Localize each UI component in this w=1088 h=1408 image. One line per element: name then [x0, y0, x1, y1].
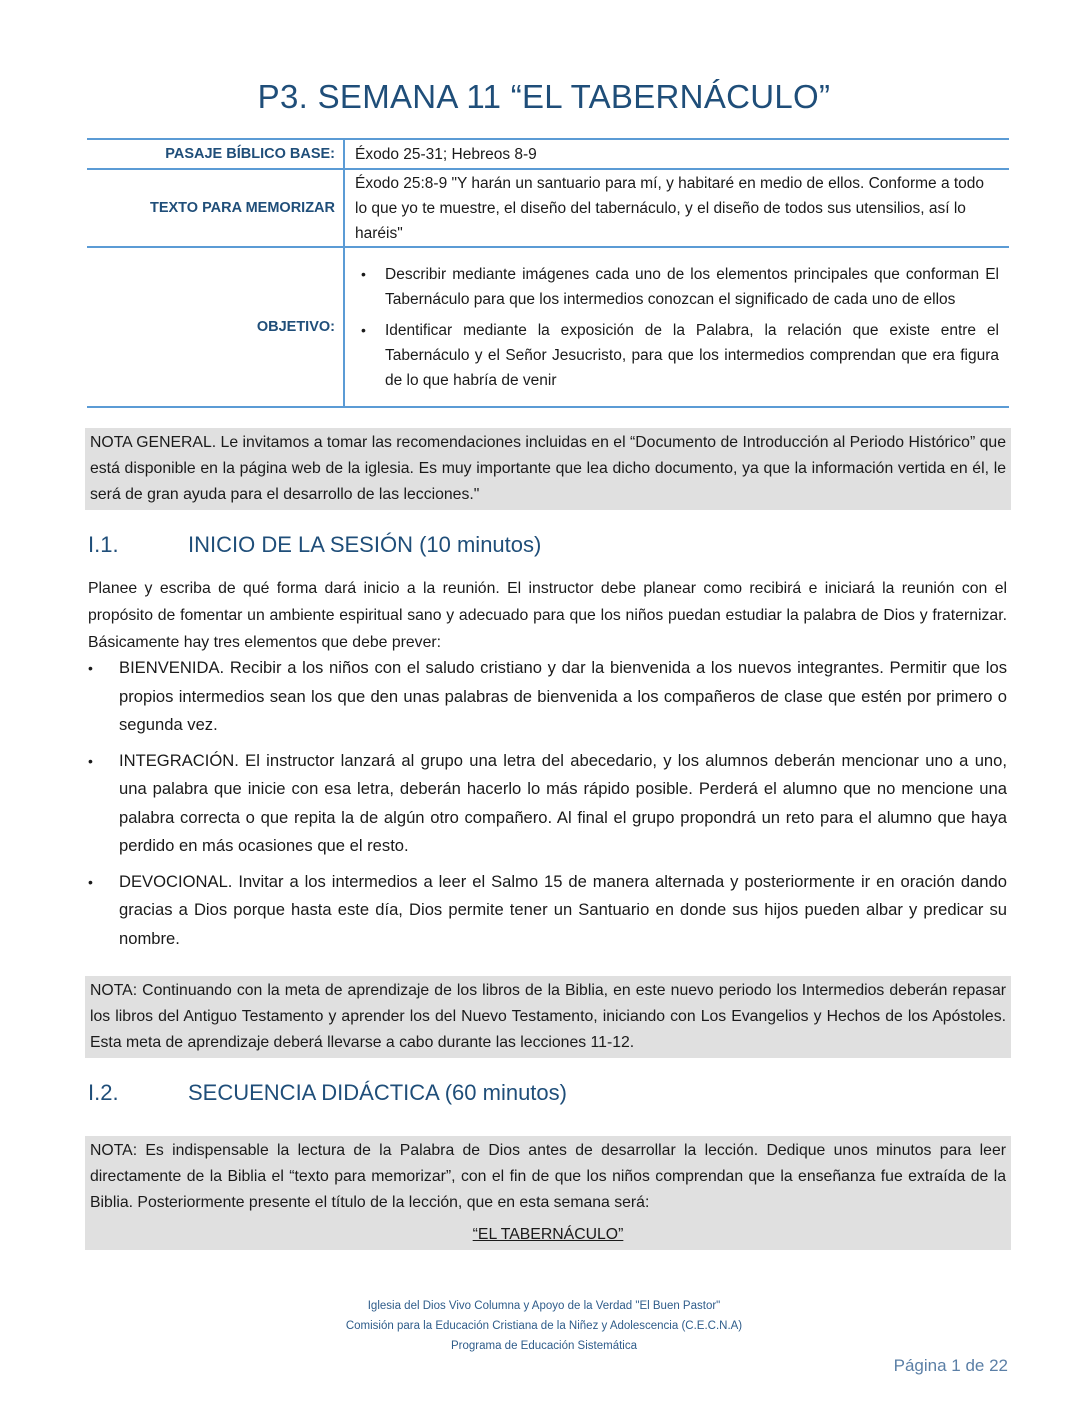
section-title: INICIO DE LA SESIÓN (10 minutos) [188, 532, 542, 557]
page-title: P3. SEMANA 11 “EL TABERNÁCULO” [257, 78, 831, 115]
texto-value: Éxodo 25:8-9 "Y harán un santuario para mí, y habitaré en medio de ellos. Conforme a todo lo que yo te muestre, el diseño del tabernáculo, y el diseño de todos sus utensilios, así lo haréis" [355, 174, 985, 242]
session-elements-list [88, 654, 1007, 960]
section-number: I.1. [88, 532, 119, 557]
nota-libros-biblia: NOTA: Continuando con la meta de aprendizaje de los libros de la Biblia, en este nuevo periodo los Intermedios deberán repasar los libros del Antiguo Testamento y aprender los del Nuevo Testamento, iniciando con Los Evangelios y Hechos de los Apóstoles. Esta meta de aprendizaje deberá llevarse a cabo durante las lecciones 11-12. [85, 976, 1011, 1058]
objetivo-label: OBJETIVO: [87, 247, 344, 407]
footer-commission: Comisión para la Educación Cristiana de la Niñez y Adolescencia (C.E.C.N.A) [345, 1320, 743, 1332]
page-number: Página 1 de 22 [893, 1356, 1008, 1375]
objetivo-item: • Identificar mediante la exposición de la Palabra, la relación que existe entre el Tabernáculo y el Señor Jesucristo, para que los intermedios comprendan que era figura de lo que habría de venir [355, 318, 999, 393]
objetivo-cell [344, 247, 1009, 407]
nota-lectura-text: NOTA: Es indispensable la lectura de la Palabra de Dios antes de desarrollar la lección. Dedique unos minutos para leer directamente de la Biblia el “texto para memorizar”, con el fin de que los niños comprendan que la enseñanza fue extraída de la Biblia. Posteriormente presente el título de la lección, que en esta semana será: [90, 1142, 1006, 1211]
objetivo-item: • Describir mediante imágenes cada uno de los elementos principales que conforman El Tabernáculo para que los intermedios conozcan el significado de cada uno de ellos [355, 262, 999, 312]
texto-label: TEXTO PARA MEMORIZAR [87, 169, 344, 247]
objetivo-list [355, 258, 999, 397]
section-intro: Planee y escriba de qué forma dará inicio a la reunión. El instructor debe planear como recibirá e iniciará la reunión con el propósito de fomentar un ambiente espiritual sano y adecuado para que los niños puedan estudiar la palabra de Dios y fraternizar. Básicamente hay tres elementos que debe prever: [88, 580, 1007, 651]
lesson-title: “EL TABERNÁCULO” [472, 1226, 624, 1243]
footer-program: Programa de Educación Sistemática [450, 1340, 637, 1352]
nota-general: NOTA GENERAL. Le invitamos a tomar las recomendaciones incluidas en el “Documento de Introducción al Periodo Histórico” que está disponible en la página web de la iglesia. Es muy importante que lea dicho documento, ya que la información vertida en él, le será de gran ayuda para el desarrollo de las lecciones." [85, 428, 1011, 510]
lesson-info-table [87, 138, 1009, 408]
section-heading-secuencia [88, 1080, 567, 1106]
nota-lectura [85, 1136, 1011, 1250]
section-number: I.2. [88, 1080, 119, 1105]
footer-church: Iglesia del Dios Vivo Columna y Apoyo de la Verdad "El Buen Pastor" [367, 1300, 721, 1312]
section-heading-inicio [88, 532, 541, 558]
list-item-integracion: • INTEGRACIÓN. El instructor lanzará al grupo una letra del abecedario, y los alumnos deberán mencionar uno a uno, una palabra que inicie con esa letra, deberán hacerlo lo más rápido posible. Perderá el alumno que no mencione una palabra correcta o que repita la de algún otro compañero. Al final el grupo propondrá un reto para el alumno que haya perdido en más ocasiones que el resto. [88, 747, 1007, 861]
pasaje-value: Éxodo 25-31; Hebreos 8-9 [355, 145, 537, 163]
list-item-bienvenida: • BIENVENIDA. Recibir a los niños con el saludo cristiano y dar la bienvenida a los nuevos integrantes. Permitir que los propios intermedios sean los que den unas palabras de bienvenida a los compañeros de clase que estén por primero o segunda vez. [88, 654, 1007, 740]
section-title: SECUENCIA DIDÁCTICA (60 minutos) [188, 1080, 567, 1105]
page-footer [0, 1296, 1088, 1356]
pasaje-label: PASAJE BÍBLICO BASE: [87, 139, 344, 169]
list-item-devocional: • DEVOCIONAL. Invitar a los intermedios a leer el Salmo 15 de manera alternada y posteriormente ir en oración dando gracias a Dios porque hasta este día, Dios permite tener un Santuario en donde sus hijos pueden albar y predicar su nombre. [88, 868, 1007, 954]
